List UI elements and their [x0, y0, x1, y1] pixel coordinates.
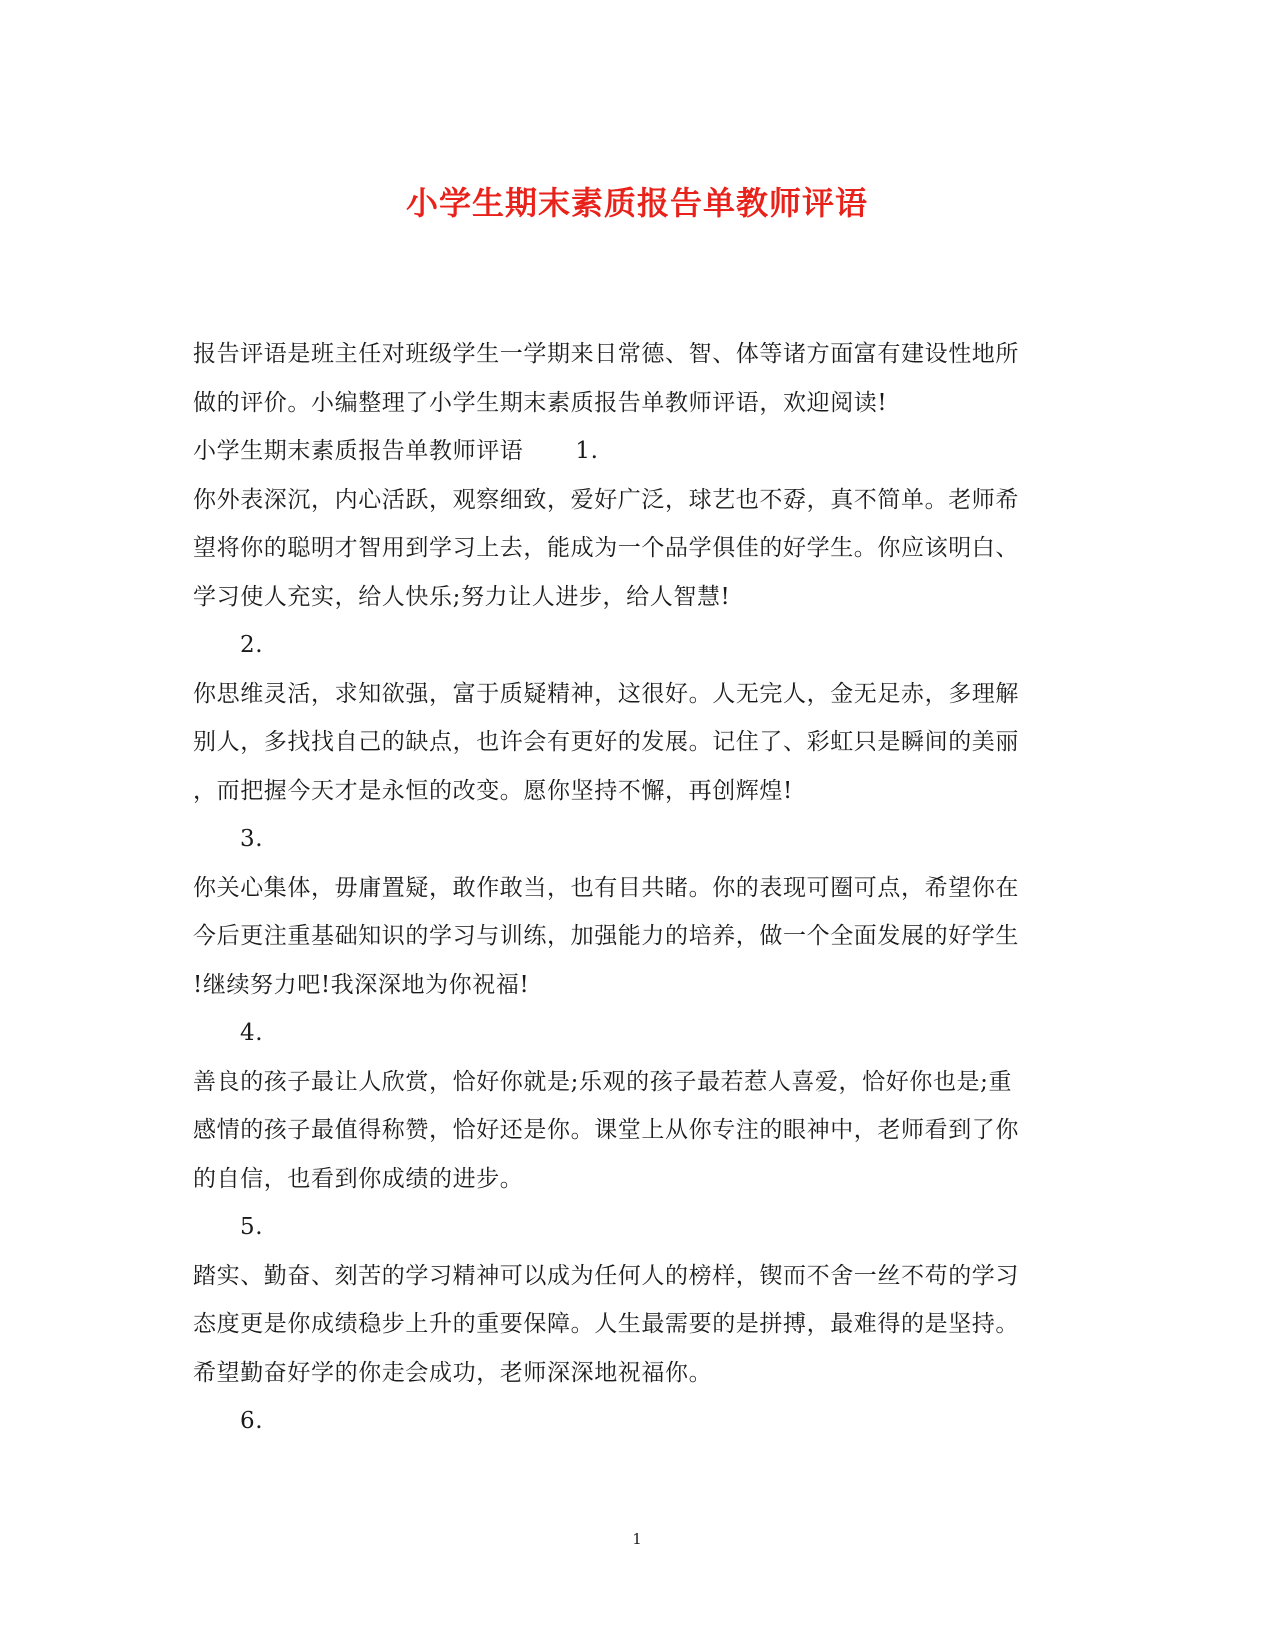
item-number: 4.	[240, 1020, 264, 1046]
comment-line: 你关心集体，毋庸置疑，敢作敢当，也有目共睹。你的表现可圈可点，希望你在	[193, 874, 1019, 901]
comment-line: 踏实、勤奋、刻苦的学习精神可以成为任何人的榜样，锲而不舍一丝不苟的学习	[193, 1262, 1019, 1289]
item-number: 2.	[240, 632, 264, 658]
comment-line: 你外表深沉，内心活跃，观察细致，爱好广泛，球艺也不孬，真不简单。老师希	[193, 486, 1019, 513]
comment-line: 态度更是你成绩稳步上升的重要保障。人生最需要的是拼搏，最难得的是坚持。	[193, 1311, 1019, 1337]
section-heading-text: 小学生期末素质报告单教师评语	[193, 438, 524, 464]
comment-line: 望将你的聪明才智用到学习上去，能成为一个品学俱佳的好学生。你应该明白、	[193, 535, 1019, 561]
page-number: 1	[632, 1530, 642, 1548]
section-heading	[193, 427, 1073, 476]
comment-line: 别人，多找找自己的缺点，也许会有更好的发展。记住了、彩虹只是瞬间的美丽	[193, 729, 1019, 755]
intro-line: 做的评价。小编整理了小学生期末素质报告单教师评语，欢迎阅读!	[193, 389, 888, 416]
item-number: 3.	[240, 826, 264, 852]
comment-line: 希望勤奋好学的你走会成功，老师深深地祝福你。	[193, 1359, 713, 1386]
item-number: 1.	[575, 438, 599, 464]
comment-line: 今后更注重基础知识的学习与训练，加强能力的培养，做一个全面发展的好学生	[193, 923, 1019, 949]
document-body	[193, 330, 1073, 1446]
intro-line: 报告评语是班主任对班级学生一学期来日常德、智、体等诸方面富有建设性地所	[193, 341, 1019, 367]
comment-line: 你思维灵活，求知欲强，富于质疑精神，这很好。人无完人，金无足赤，多理解	[193, 680, 1019, 707]
item-number: 5.	[240, 1214, 264, 1240]
comment-line: 的自信，也看到你成绩的进步。	[193, 1165, 524, 1192]
item-number: 6.	[240, 1408, 264, 1434]
comment-line: ，而把握今天才是永恒的改变。愿你坚持不懈，再创辉煌!	[193, 777, 793, 804]
comment-line: !继续努力吧!我深深地为你祝福!	[193, 971, 530, 998]
document-title: 小学生期末素质报告单教师评语	[405, 184, 868, 222]
comment-line: 学习使人充实，给人快乐;努力让人进步，给人智慧!	[193, 583, 731, 610]
comment-line: 感情的孩子最值得称赞，恰好还是你。课堂上从你专注的眼神中，老师看到了你	[193, 1117, 1019, 1143]
comment-line: 善良的孩子最让人欣赏，恰好你就是;乐观的孩子最若惹人喜爱，恰好你也是;重	[193, 1068, 1013, 1095]
